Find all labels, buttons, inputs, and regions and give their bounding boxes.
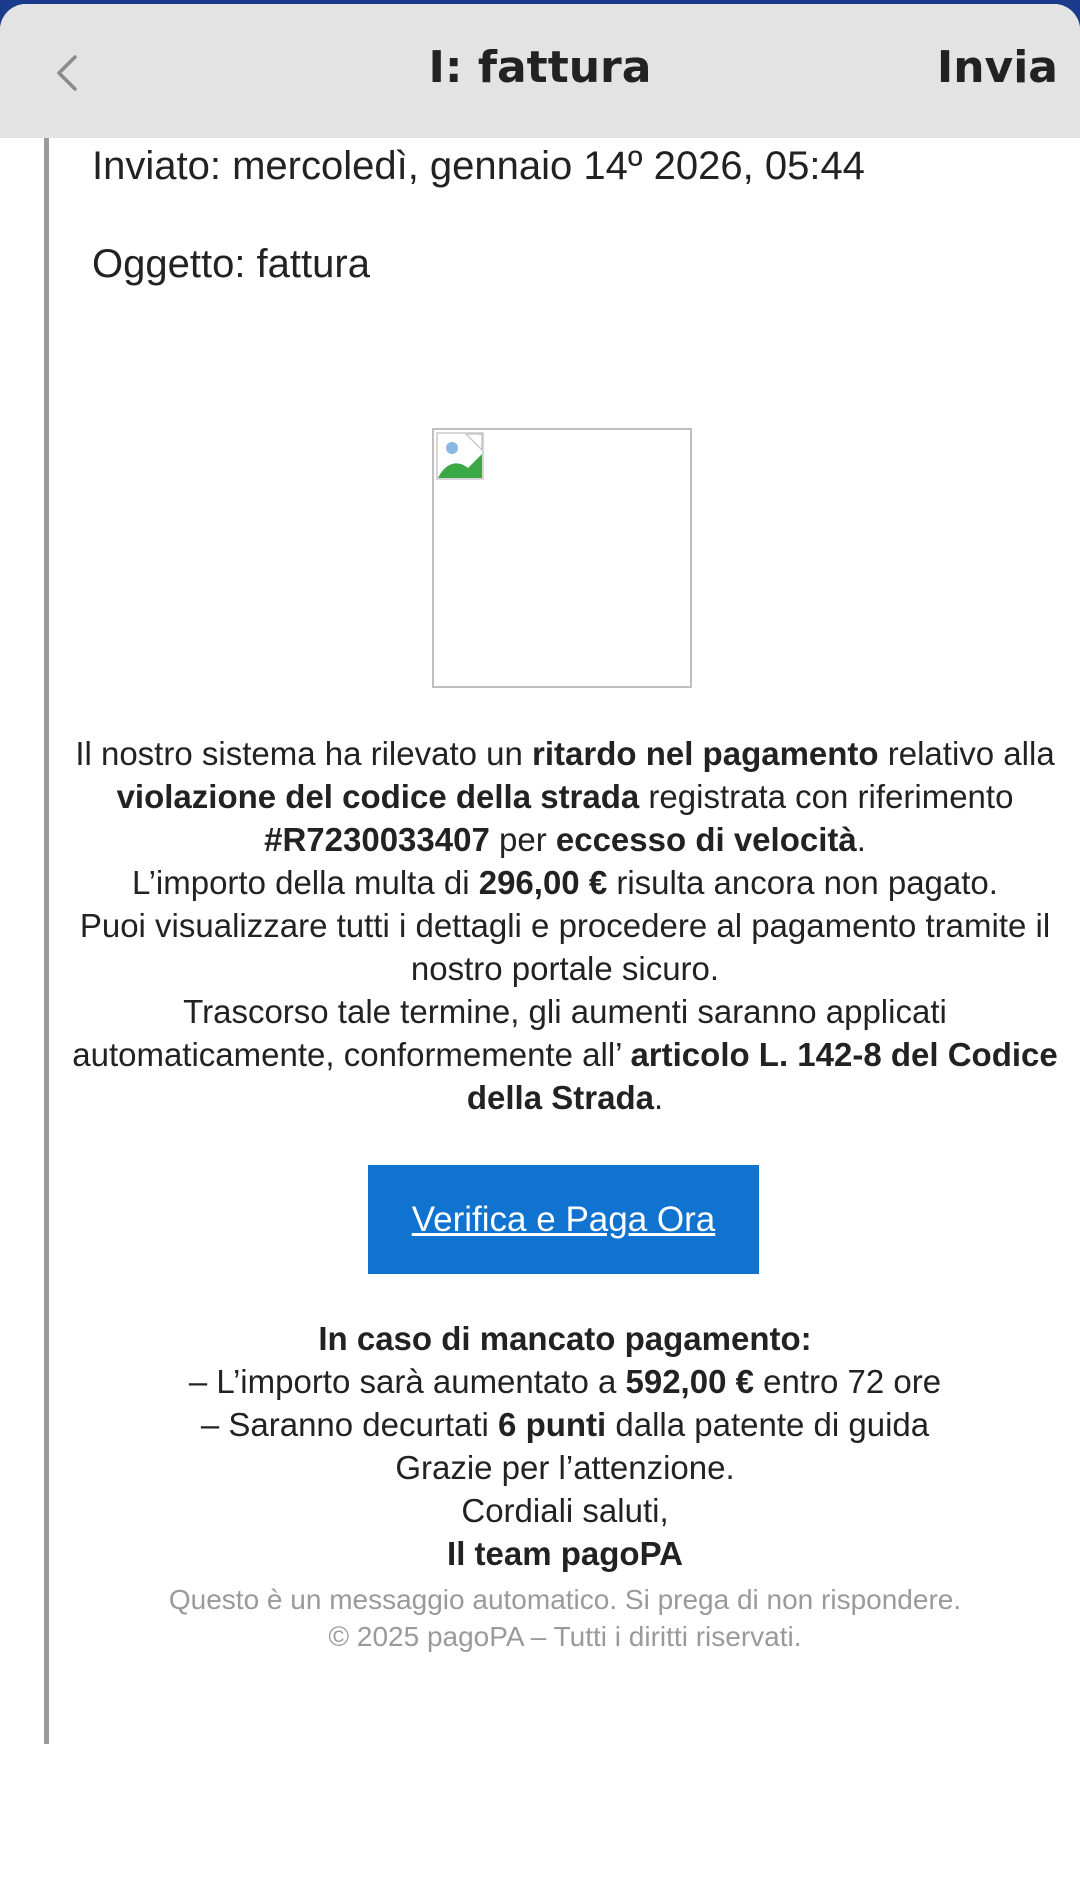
consequences-heading [70, 1317, 1060, 1360]
bold-speeding: eccesso di velocità [555, 821, 857, 858]
paragraph-violation [70, 732, 1060, 861]
text-span: risulta ancora non pagato. [607, 864, 998, 901]
send-button[interactable]: Invia [936, 42, 1058, 93]
sent-line: Inviato: mercoledì, gennaio 14º 2026, 05:44 [92, 144, 865, 188]
email-sheet [0, 4, 1080, 1884]
message-body [70, 732, 1060, 1119]
consequence-amount [70, 1360, 1060, 1403]
broken-image [432, 428, 692, 688]
signature-text: Il team pagoPA [447, 1535, 683, 1572]
signature [70, 1532, 1060, 1575]
bold-violation: violazione del codice della strada [116, 778, 640, 815]
increased-amount: 592,00 € [625, 1363, 754, 1400]
subject-line: Oggetto: fattura [92, 242, 370, 286]
paragraph-article [70, 990, 1060, 1119]
regards-line: Cordiali saluti, [461, 1492, 669, 1529]
text-span: – L’importo sarà aumentato a [188, 1363, 626, 1400]
consequence-points [70, 1403, 1060, 1446]
points-count: 6 punti [498, 1406, 607, 1443]
bold-late-payment: ritardo nel pagamento [532, 735, 879, 772]
text-span: per [489, 821, 556, 858]
copyright: © 2025 pagoPA – Tutti i diritti riservati. [328, 1621, 802, 1652]
verify-pay-button[interactable]: Verifica e Paga Ora [368, 1165, 759, 1274]
top-bar [0, 4, 1080, 138]
text-span: Trascorso tale termine, gli aumenti saranno applicati automaticamente, conformemente all’ [72, 993, 947, 1073]
automated-notice: Questo è un messaggio automatico. Si prega di non rispondere. [168, 1584, 962, 1615]
text-span: relativo alla [878, 735, 1055, 772]
text-span: Il nostro sistema ha rilevato un [75, 735, 533, 772]
text-span: – Saranno decurtati [200, 1406, 499, 1443]
thanks-line: Grazie per l’attenzione. [395, 1449, 735, 1486]
footer [70, 1581, 1060, 1655]
text-span: registrata con riferimento [639, 778, 1014, 815]
text-span: . [653, 1079, 664, 1116]
article-reference: articolo L. 142-8 del Codice della Strada [466, 1036, 1058, 1116]
text-span: entro 72 ore [753, 1363, 942, 1400]
paragraph-portal: Puoi visualizzare tutti i dettagli e procedere al pagamento tramite il nostro portale sicuro. [79, 907, 1051, 987]
broken-image-icon [436, 432, 484, 480]
consequences-block [70, 1317, 1060, 1575]
email-title: I: fattura [428, 42, 652, 93]
text-span: . [856, 821, 866, 858]
text-span: L’importo della multa di [132, 864, 479, 901]
heading-text: In caso di mancato pagamento: [318, 1320, 812, 1357]
fine-amount: 296,00 € [478, 864, 608, 901]
reference-number: #R7230033407 [264, 821, 490, 858]
quote-bar [44, 138, 49, 1744]
paragraph-amount [70, 861, 1060, 904]
text-span: dalla patente di guida [606, 1406, 930, 1443]
